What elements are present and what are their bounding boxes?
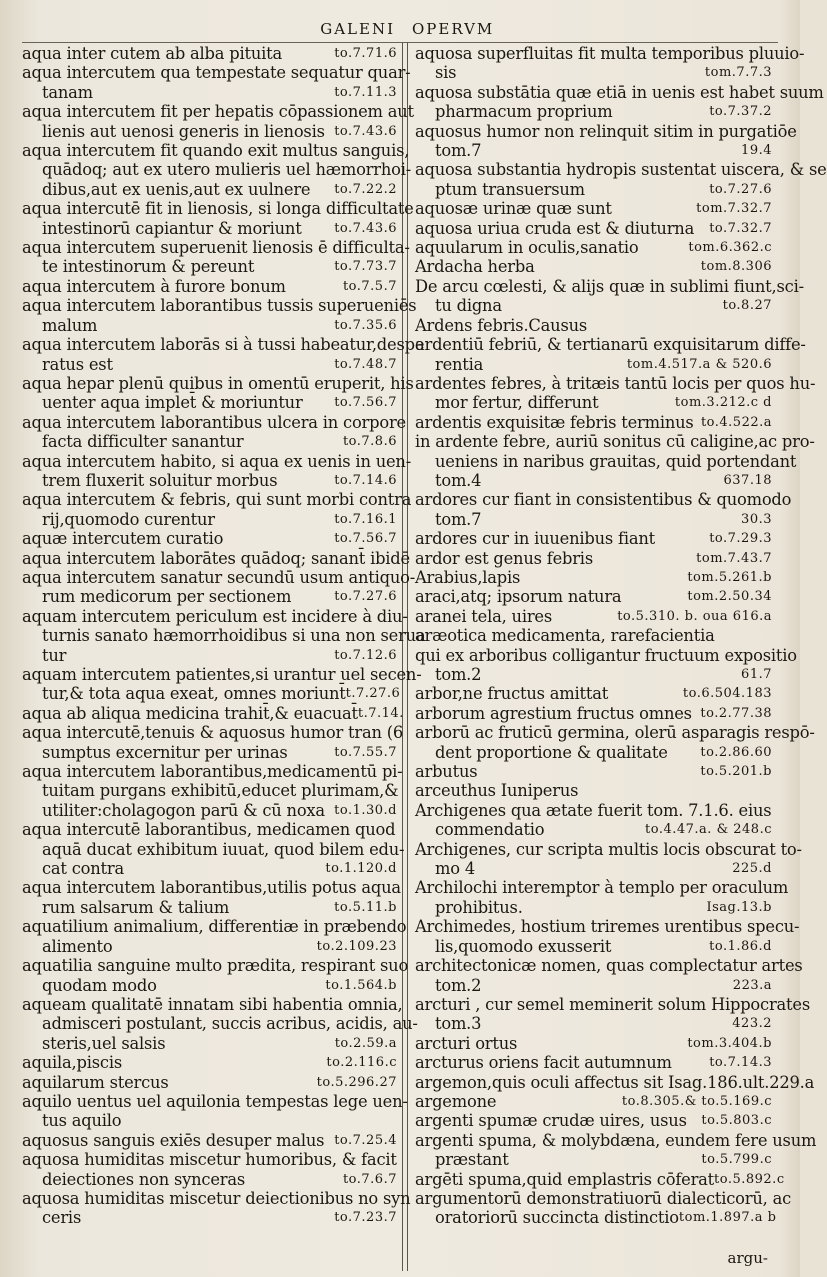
index-entry-text: tuitam purgans exhibitū,educet plurimam,& [42,781,399,801]
index-entry-text: ptum transuersum [435,179,585,199]
column-divider [402,42,403,1271]
index-entry-text: aquularum in oculis,sanatio [415,238,639,258]
index-entry-text: lienis aut uenosi generis in lienosis [42,121,325,141]
index-entry-text: aqua intercutem laborātes quādoq; sanant̄ ibidē [22,548,410,568]
index-entry-reference: to.7.55.7 [334,744,397,760]
index-entry-reference: to.7.11.3 [334,84,397,100]
index-entry-text: tom.2 [435,975,482,995]
index-entry [415,549,772,568]
index-entry-text: aquilarum stercus [22,1072,169,1092]
index-entry-text: arborū ac fruticū germina, olerū asparagis respō- [415,723,815,743]
index-entry [22,141,412,199]
index-entry [22,1131,397,1150]
index-entry-text: aquosa humiditas miscetur deiectionibus no syn [22,1188,411,1208]
index-entry-text: dent proportione & qualitate [435,742,668,762]
index-entry-text: quādoq; aut ex utero mulieris uel hæmorrhoi- [42,160,412,180]
index-entry-reference: to.7.5.7 [342,278,397,294]
index-entry-text: mo 4 [435,859,475,879]
index-entry-text: aquam intercutem periculum est incidere à diu- [22,606,408,626]
index-entry-text: aqua intercutem & febris, qui sunt morbi contra [22,490,412,510]
index-entry-reference: to.2.109.23 [316,938,397,954]
index-entry-text: alimento [42,936,113,956]
index-entry-reference: to.7.8.6 [342,434,397,450]
index-entry [22,1091,408,1131]
index-entry-text: aqua intercutem superuenit lienosis ē difficulta- [22,238,410,258]
index-entry [415,1034,772,1053]
index-entry-text: architectonicæ nomen, quas complectatur artes [415,956,803,976]
index-entry-reference: to.8.305.& to.5.169.c [621,1093,772,1109]
index-entry-text: arceuthus Iuniperus [415,781,579,801]
index-column-right [415,44,827,1269]
index-entry-text: araci,atq; ipsorum natura [415,587,622,607]
index-entry-reference: to.7.27.6 [334,589,397,605]
index-entry [415,432,815,490]
index-entry-text: aqua intercutem laborantibus ulcera in corpore [22,412,406,432]
index-entry-text: ardor est genus febris [415,548,593,568]
index-entry-text: De arcu cœlesti, & alijs quæ in sublimi fiunt,sci- [415,276,804,296]
index-entry-text: rum medicorum per sectionem [42,587,292,607]
index-entry-reference: tom.5.261.b [687,569,772,585]
index-entry [22,296,417,335]
index-entry [415,568,772,587]
index-entry-text: tom.7 [435,141,482,161]
index-entry [415,238,772,257]
index-entry-reference: t.7.27.6 [345,686,401,702]
index-entry-text: te intestinorum & pereunt [42,257,255,277]
index-entry [415,160,827,199]
index-entry-reference: to.7.48.7 [334,356,397,372]
index-entry [415,490,792,529]
index-entry [415,199,772,218]
index-entry-reference: to.7.23.7 [334,1210,397,1226]
index-entry-reference: to.7.25.4 [334,1132,397,1148]
index-entry [415,704,772,723]
index-entry [22,63,411,102]
index-entry-reference: tom.3.212.c d [674,395,772,411]
index-entry-text: in ardente febre, auriū sonitus cū caligine,ac pro- [415,432,815,452]
index-entry-reference: to.4.522.a [700,414,772,430]
index-entry [415,316,772,335]
index-entry-text: admisceri postulant, succis acribus, acidis, au- [42,1014,418,1034]
index-entry [22,529,397,548]
index-entry [415,44,805,83]
index-entry-reference: tom.7.32.7 [696,201,772,217]
index-entry [22,723,404,762]
index-entry-reference: tom.4.517.a & 520.6 [626,356,772,372]
header-left: GALENI [320,20,395,38]
index-entry [22,238,410,277]
index-entry [22,548,410,568]
index-entry-reference: tom.8.306 [700,259,772,275]
index-entry-text: prohibitus. [435,897,523,917]
index-entry-text: Archigenes, cur scripta multis locis obscurat to- [415,839,802,859]
index-entry [415,723,815,762]
index-entry-text: aqua intercutē fit in lienosis, si longa difficultate [22,199,414,219]
index-entry-text: aqua inter cutem ab alba pituita [22,44,282,63]
index-entry-text: steris,uel salsis [42,1033,166,1053]
index-entry [22,703,404,723]
index-entry-text: Archigenes qua ætate fuerit tom. 7.1.6. eius [415,800,772,820]
index-entry-text: tom.7 [435,509,482,529]
index-entry-text: ardores cur fiant in consistentibus & quomodo [415,490,792,510]
index-entry-reference: to.7.43.6 [334,220,397,236]
index-entry-text: arcturi , cur semel meminerit solum Hippocrates [415,994,810,1014]
index-entry-text: arbutus [415,762,478,782]
index-entry-text: Arabius,lapis [415,567,521,587]
index-entry [415,626,772,645]
index-entry-text: arcturus oriens facit autumnum [415,1053,672,1073]
index-entry [22,665,422,704]
index-entry-text: argemone [415,1091,497,1111]
index-entry-reference: to.8.27 [722,298,772,314]
index-entry-text: ardentiū febriū, & tertianarū exquisitarum diffe- [415,335,806,355]
index-entry-reference: to.5.310. b. oua 616.a [617,608,772,624]
header-rule [22,42,778,43]
index-entry-text: aqua intercutem à furore bonum [22,276,286,296]
index-entry [415,801,772,840]
index-entry-text: tom.2 [435,665,482,684]
index-entry [415,956,803,995]
index-entry-text: rij,quomodo curentur [42,509,215,529]
index-entry-reference: 30.3 [741,511,772,527]
index-entry [22,412,406,452]
index-entry [22,567,416,607]
index-entry-reference: to.2.77.38 [700,705,772,721]
index-column-left [22,44,426,1269]
index-entry-reference: 637.18 [723,472,772,488]
index-entry-reference: 423.2 [732,1016,772,1032]
index-entry-text: aqua intercutem habito, si aqua ex uenis in uen- [22,451,412,471]
index-entry-text: dibus,aut ex uenis,aut ex uulnere [42,179,311,199]
index-entry-text: aquosus sanguis exiēs desuper malus [22,1130,325,1150]
index-entry-reference: to.7.56.7 [334,395,397,411]
index-entry-text: aquosa superfluitas fit multa temporibus pluuio- [415,44,805,63]
index-entry-text: argemon,quis oculi affectus sit Isag.186.ult.229.a [415,1072,815,1092]
index-entry-reference: to.7.43.6 [334,123,397,139]
index-entry-reference: tom.1.897.a b [678,1210,777,1226]
index-entry-reference: tom.2.50.34 [687,589,772,605]
index-entry-text: deiectiones non synceras [42,1169,246,1189]
index-entry-reference: 225.d [732,861,772,877]
index-entry-text: ardentis exquisitæ febris terminus [415,412,694,432]
index-entry [415,645,797,685]
index-entry [415,413,772,432]
index-entry-reference: to.1.564.b [325,977,397,993]
index-entry-reference: 61.7 [741,667,772,682]
index-entry-reference: Isag.13.b [706,899,772,915]
index-entry-text: aquosa substātia quæ etiā in uenis est habet suum [415,82,824,102]
index-entry-text: Archimedes, hostium triremes urentibus specu- [415,917,800,937]
index-entry-reference: to.4.47.a. & 248.c [645,822,772,838]
index-entry-text: ceris [42,1208,82,1228]
index-entry-text: aræotica medicamenta, rarefacientia [415,626,715,646]
index-entry-text: oratoriorū succincta distinctio [435,1208,679,1228]
index-entry-text: aquā ducat exhibitum iuuat, quod bilem edu- [42,839,405,859]
index-entry-reference: to.7.37.2 [709,104,772,120]
index-entry-reference: to.7.29.3 [709,531,772,547]
index-entry-text: Ardens febris.Causus [415,315,588,335]
index-entry [22,373,414,413]
index-entry-reference: to.7.12.6 [334,647,397,663]
index-entry-reference: to.7.32.7 [709,220,772,236]
index-entry-text: aquila,piscis [22,1053,122,1073]
index-entry-text: ueniens in naribus grauitas, quid portendant [435,451,797,471]
index-entry [415,121,797,161]
index-entry-text: uenter aqua implet̄ & moriuntur [42,393,303,413]
index-entry-text: aqua ab aliqua medicina trahit̄,& euacuat̄ [22,703,358,723]
index-entry-text: aqua intercutem laborantibus tussis superueniēs [22,296,417,316]
index-entry [415,839,802,879]
index-entry-text: trem fluxerit soluitur morbus [42,470,278,490]
index-entry [415,994,810,1034]
index-entry [415,219,772,238]
index-entry [415,82,824,122]
index-entry [22,820,405,879]
index-entry-reference: to.5.11.b [334,899,397,915]
index-entry-text: præstant [435,1150,509,1170]
index-entry-reference: to.1.30.d [334,802,397,818]
index-entry-reference: to.5.799.c [701,1152,772,1168]
index-entry [22,878,401,917]
index-entry [415,335,806,374]
index-entry-text: tom.3 [435,1014,482,1034]
index-entry [22,1053,397,1072]
index-entry-text: aquosa uriua cruda est & diuturna [415,218,695,238]
index-entry-reference: tom.3.404.b [687,1035,772,1051]
index-entry [415,762,772,781]
index-entry-text: argēti spuma,quid emplastris cōferat [415,1169,715,1189]
index-entry-text: aquilo uentus uel aquilonia tempestas lege uen- [22,1091,408,1111]
index-entry-text: aqua intercutem fit per hepatis cōpassionem aut [22,102,414,122]
index-entry-text: tanam [42,82,93,102]
index-entry-reference: tom.6.362.c [688,240,772,256]
index-entry-text: aquatilia sanguine multo prædita, respirant suo [22,956,409,976]
index-entry-reference: to.6.504.183 [682,686,772,702]
index-entry [22,606,426,665]
index-entry [415,257,772,276]
index-entry-text: facta difficulter sanantur [42,432,244,452]
index-entry-text: malum [42,315,98,335]
index-entry-reference: to.5.803.c [701,1113,772,1129]
index-entry-text: aranei tela, uires [415,606,553,626]
index-entry-text: aqua intercutē laborantibus, medicamen quod [22,820,396,840]
index-entry-text: qui ex arboribus colligantur fructuum expositio [415,645,797,665]
index-entry [415,781,772,800]
index-entry-reference: tom.7.7.3 [704,65,772,81]
running-header [0,20,800,42]
catchword: argu- [727,1249,768,1267]
index-entry-text: aqueam qualitatē innatam sibi habentia omnia, [22,994,403,1014]
index-entry-reference: t.7.14. [357,705,404,721]
index-entry [22,994,418,1053]
index-entry [415,276,804,316]
index-entry-text: tur,& tota aqua exeat, omnes moriunt̄ [42,684,346,704]
index-entry [415,878,789,917]
header-right: OPERVM [412,20,495,38]
index-entry-text: aqua intercutem laborās si à tussi habeatur,despe [22,335,425,355]
index-entry [22,199,414,238]
index-entry-reference: to.5.892.c [714,1171,785,1187]
index-entry [415,607,772,626]
index-entry-reference: to.7.73.7 [334,259,397,275]
index-entry [415,1188,792,1228]
index-entry-text: ratus est [42,354,113,374]
index-entry [22,277,397,296]
index-entry-reference: to.7.71.6 [334,46,397,61]
index-entry-text: commendatio [435,820,545,840]
index-entry-reference: to.7.14.6 [334,472,397,488]
index-entry [22,1188,411,1228]
index-entry [22,956,409,995]
index-entry-text: sis [435,63,457,83]
index-entry-text: quodam modo [42,975,157,995]
index-entry-text: aquatilium animalium, differentiæ in præbendo [22,917,407,937]
index-entry-reference: tom.7.43.7 [696,550,772,566]
index-entry-text: aqua intercutē,tenuis & aquosus humor tran (6 [22,723,404,743]
index-entry-text: aqua intercutem sanatur secundū usum antiquo- [22,567,416,587]
index-entry-reference: to.1.120.d [325,861,397,877]
index-entry [415,1130,817,1170]
index-entry [22,490,412,529]
index-entry [22,335,425,374]
index-entry-text: arborum agrestium fructus omnes [415,703,692,723]
index-entry-text: pharmacum proprium [435,102,613,122]
index-entry [415,373,816,413]
index-entry-text: aqua intercutem laborantibus,utilis potus aqua [22,878,401,898]
index-entry-text: arbor,ne fructus amittat [415,684,609,704]
index-entry [22,1073,397,1092]
index-entry-text: intestinorū capiantur & moriunt [42,218,302,238]
column-divider [407,42,408,1271]
index-entry-text: argenti spuma, & molybdæna, eundem fere usum [415,1130,817,1150]
index-entry [22,451,412,491]
index-entry-text: aqua intercutem fit quando exit multus sanguis, [22,141,410,161]
index-entry-reference: to.2.59.a [334,1035,397,1051]
index-entry-reference: 19.4 [741,143,772,159]
index-entry-reference: to.7.56.7 [334,531,397,547]
index-entry-text: cat contra [42,859,124,879]
index-entry-reference: to.7.35.6 [334,317,397,333]
index-entry [415,1111,772,1130]
index-entry-text: sumptus excernitur per urinas [42,742,288,762]
index-entry-reference: to.2.86.60 [700,744,772,760]
index-entry-text: mor fertur, differunt [435,393,599,413]
index-entry-text: aqua intercutem qua tempestate sequatur quar- [22,63,411,83]
index-entry-text: aquosæ urinæ quæ sunt [415,199,612,219]
index-entry-text: aquosa substantia hydropis sustentat uiscera, & se [415,160,827,180]
index-entry-text: lis,quomodo exusserit [435,936,612,956]
index-entry-text: arcturi ortus [415,1033,518,1053]
index-entry [22,762,403,820]
index-entry-text: tus aquilo [42,1111,122,1131]
index-entry-text: rentia [435,354,484,374]
index-entry [415,1053,772,1072]
index-entry-text: aquæ intercutem curatio [22,529,224,549]
index-entry-reference: to.7.6.7 [342,1171,397,1187]
index-entry [415,529,772,548]
index-entry-text: tom.4 [435,470,482,490]
index-entry [415,587,772,606]
index-entry-text: ardores cur in iuuenibus fiant [415,529,656,549]
index-entry-text: aqua hepar plenū quibus in omentū eruperit, his [22,373,414,393]
index-entry-reference: 223.a [732,977,772,993]
index-entry-reference: to.2.116.c [326,1055,397,1071]
index-entry-text: argenti spumæ crudæ uires, usus [415,1111,687,1131]
index-entry-reference: to.7.16.1 [334,511,397,527]
index-entry-text: turnis sanato hæmorrhoidibus si una non serua [42,626,426,646]
index-entry [22,917,407,956]
index-entry-text: rum salsarum & talium [42,897,230,917]
index-entry [415,1169,785,1189]
index-entry-text: utiliter:cholagogon parū & cū noxa [42,800,325,820]
index-entry-reference: to.5.201.b [700,764,772,780]
index-entry-reference: to.5.296.27 [316,1074,397,1090]
index-entry [415,917,800,956]
index-entry-text: Archilochi interemptor à templo per oraculum [415,878,789,898]
index-entry-reference: to.7.14.3 [709,1055,772,1071]
index-entry-reference: to.1.86.d [709,938,772,954]
index-entry [22,44,397,63]
index-entry-text: tu digna [435,296,502,316]
index-entry-text: Ardacha herba [415,257,535,277]
index-entry-text: ardentes febres, à tritæis tantū locis per quos hu- [415,373,816,393]
index-entry-text: aquam intercutem patientes,si urantur uel secen- [22,665,422,684]
index-entry-text: aqua intercutem laborantibus,medicamentū pi- [22,762,403,782]
index-entry-reference: to.7.27.6 [709,181,772,197]
index-entry-text: aquosa humiditas miscetur humoribus, & facit [22,1150,397,1170]
index-entry-text: aquosus humor non relinquit sitim in purgatiōe [415,121,797,141]
index-entry-reference: to.7.22.2 [334,181,397,197]
index-entry [415,1092,772,1111]
index-entry [415,684,772,703]
index-entry-text: tur [42,645,67,665]
index-entry [22,1150,397,1189]
index-entry [22,102,414,141]
index-entry [415,1072,815,1092]
index-entry-text: argumentorū demonstratiuorū dialecticorū, ac [415,1188,792,1208]
